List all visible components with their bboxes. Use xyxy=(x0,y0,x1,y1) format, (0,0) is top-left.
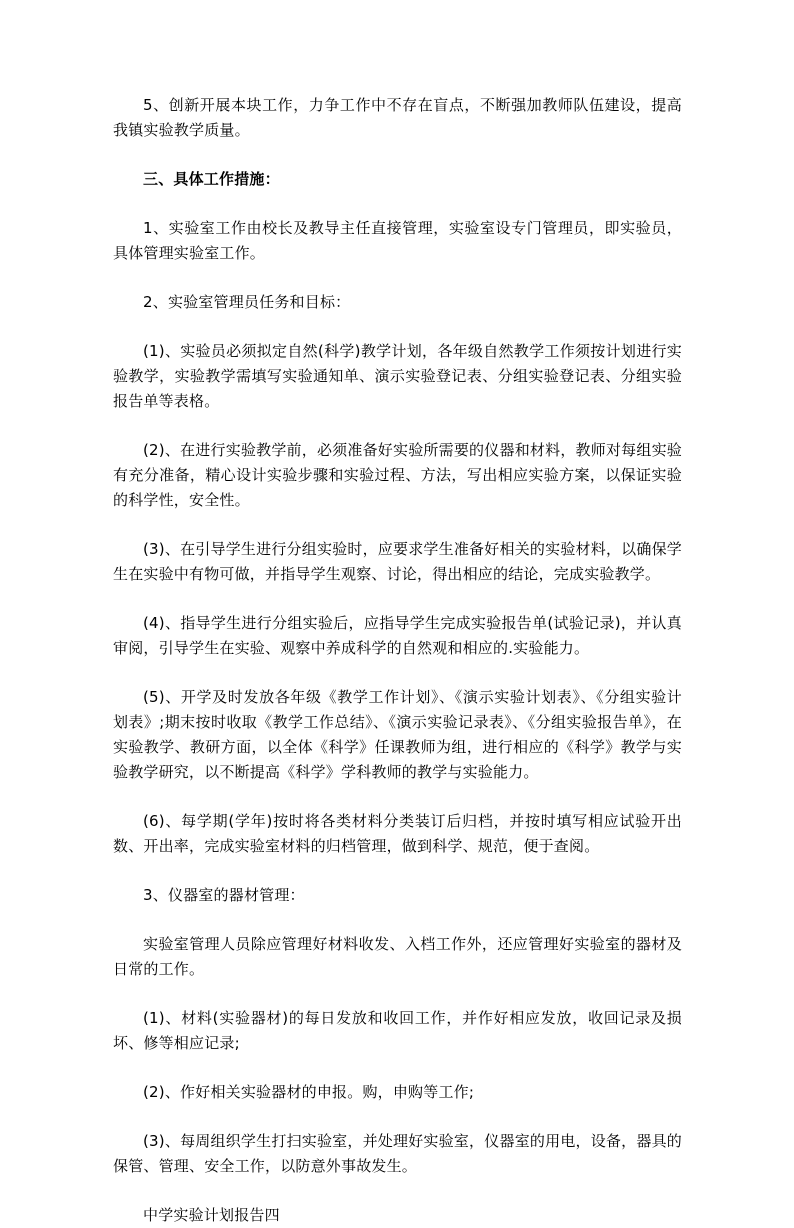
section-heading-measures: 三、具体工作措施： xyxy=(143,170,280,188)
paragraph-task-4: (4)、指导学生进行分组实验后，应指导学生完成实验报告单(试验记录)，并认真审阅，引导学生在实验、观察中养成科学的自然观和相应的.实验能力。 xyxy=(113,614,682,657)
paragraph-task-5: (5)、开学及时发放各年级《教学工作计划》、《演示实验计划表》、《分组实验计划表》;期末按时收取《教学工作总结》、《演示实验记录表》、《分组实验报告单》，在实验教学、教研方面，以全体《科学》任课教师为组，进行相应的《科学》教学与实验教学研究，以不断提高《科学》学科教师的教学与实验能力。 xyxy=(113,688,682,781)
paragraph-equipment-1: (1)、材料(实验器材)的每日发放和收回工作，并作好相应发放，收回记录及损坏、修等相应记录; xyxy=(113,1009,682,1052)
paragraph-task-1: (1)、实验员必须拟定自然(科学)教学计划，各年级自然教学工作须按计划进行实验教学，实验教学需填写实验通知单、演示实验登记表、分组实验登记表、分组实验报告单等表格。 xyxy=(113,342,682,410)
paragraph-admin-tasks: 2、实验室管理员任务和目标： xyxy=(143,293,351,311)
paragraph-task-2: (2)、在进行实验教学前，必须准备好实验所需要的仪器和材料，教师对每组实验有充分准备，精心设计实验步骤和实验过程、方法，写出相应实验方案，以保证实验的科学性，安全性。 xyxy=(113,441,682,509)
paragraph-management: 1、实验室工作由校长及教导主任直接管理，实验室设专门管理员，即实验员，具体管理实验室工作。 xyxy=(113,219,682,262)
paragraph-report-title: 中学实验计划报告四 xyxy=(143,1206,280,1224)
paragraph-equipment-intro: 实验室管理人员除应管理好材料收发、入档工作外，还应管理好实验室的器材及日常的工作。 xyxy=(113,935,682,978)
paragraph-equipment-3: (3)、每周组织学生打扫实验室，并处理好实验室，仪器室的用电，设备，器具的保管、管理、安全工作，以防意外事故发生。 xyxy=(113,1132,682,1175)
paragraph-task-6: (6)、每学期(学年)按时将各类材料分类装订后归档，并按时填写相应试验开出数、开出率，完成实验室材料的归档管理，做到科学、规范，便于查阅。 xyxy=(113,812,682,855)
paragraph-equipment-2: (2)、作好相关实验器材的申报。购，申购等工作; xyxy=(143,1083,475,1101)
paragraph-item-5: 5、创新开展本块工作，力争工作中不存在盲点，不断强加教师队伍建设，提高我镇实验教学质量。 xyxy=(113,96,682,139)
paragraph-task-3: (3)、在引导学生进行分组实验时，应要求学生准备好相关的实验材料，以确保学生在实验中有物可做，并指导学生观察、讨论，得出相应的结论，完成实验教学。 xyxy=(113,540,682,583)
paragraph-equipment-heading: 3、仪器室的器材管理： xyxy=(143,886,305,904)
